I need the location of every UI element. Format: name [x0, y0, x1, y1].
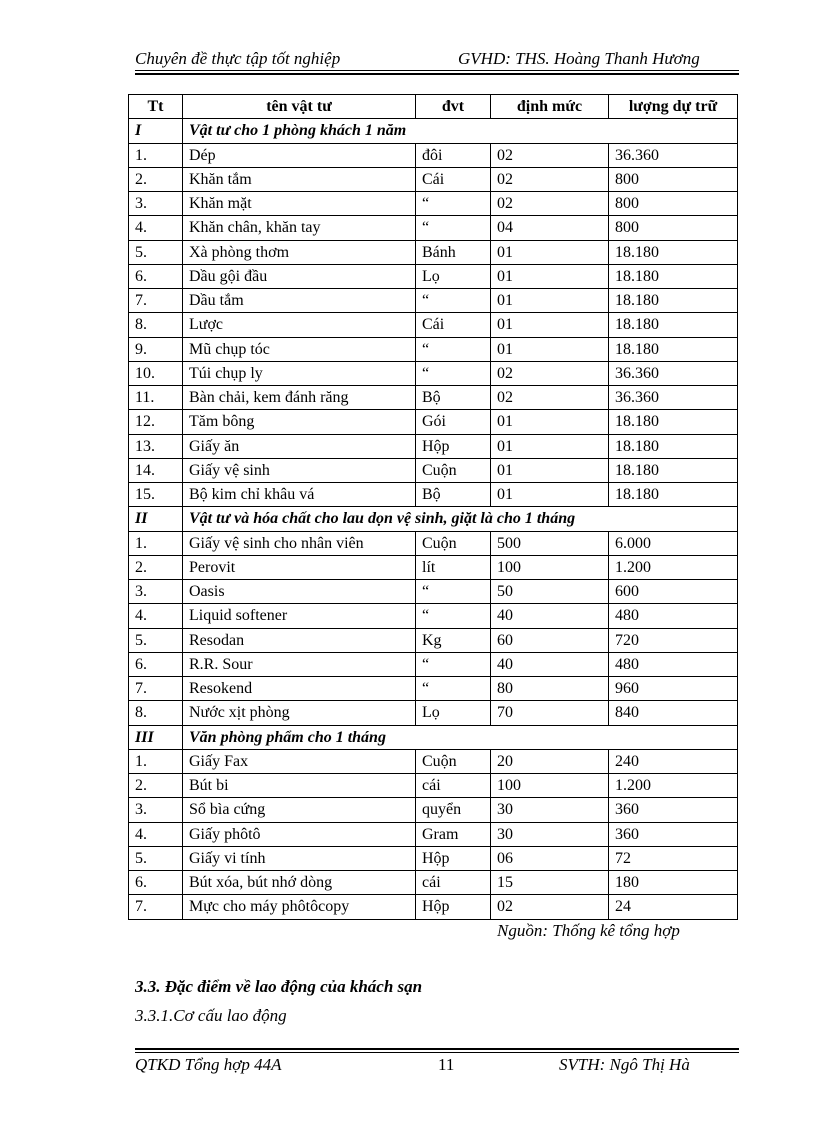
cell-tt: 3. — [129, 798, 183, 822]
table-row — [129, 628, 738, 652]
header-rule-thick — [135, 73, 739, 75]
cell-tt: 13. — [129, 434, 183, 458]
cell-unit: Cuộn — [416, 531, 491, 555]
cell-unit: cái — [416, 871, 491, 895]
table-row — [129, 289, 738, 313]
table-row — [129, 822, 738, 846]
cell-reserve: 18.180 — [609, 434, 738, 458]
table-row — [129, 483, 738, 507]
section-title: Văn phòng phẩm cho 1 tháng — [183, 725, 738, 749]
section-row — [129, 119, 738, 143]
footer-rule-thick — [135, 1048, 739, 1050]
cell-unit: “ — [416, 677, 491, 701]
cell-name: Bút bi — [183, 774, 416, 798]
cell-unit: lít — [416, 555, 491, 579]
cell-unit: Cuộn — [416, 749, 491, 773]
cell-name: Resokend — [183, 677, 416, 701]
column-header-unit: đvt — [416, 95, 491, 119]
cell-reserve: 72 — [609, 846, 738, 870]
cell-name: R.R. Sour — [183, 652, 416, 676]
cell-unit: Kg — [416, 628, 491, 652]
cell-tt: 6. — [129, 652, 183, 676]
header-rule — [135, 70, 739, 71]
cell-name: Giấy Fax — [183, 749, 416, 773]
column-header-name: tên vật tư — [183, 95, 416, 119]
cell-unit: Cái — [416, 313, 491, 337]
cell-norm: 02 — [491, 167, 609, 191]
section-heading: 3.3. Đặc điểm về lao động của khách sạn — [135, 977, 423, 996]
cell-reserve: 1.200 — [609, 555, 738, 579]
cell-unit: Gói — [416, 410, 491, 434]
table-row — [129, 895, 738, 919]
cell-reserve: 18.180 — [609, 289, 738, 313]
cell-unit: “ — [416, 289, 491, 313]
cell-name: Khăn tắm — [183, 167, 416, 191]
cell-name: Giấy vi tính — [183, 846, 416, 870]
cell-name: Xà phòng thơm — [183, 240, 416, 264]
cell-tt: 12. — [129, 410, 183, 434]
table-row — [129, 337, 738, 361]
cell-name: Dầu gội đầu — [183, 264, 416, 288]
cell-norm: 02 — [491, 361, 609, 385]
table-row — [129, 386, 738, 410]
cell-tt: 7. — [129, 677, 183, 701]
cell-name: Giấy phôtô — [183, 822, 416, 846]
section-row — [129, 725, 738, 749]
cell-name: Giấy ăn — [183, 434, 416, 458]
table-row — [129, 143, 738, 167]
cell-name: Bàn chải, kem đánh răng — [183, 386, 416, 410]
table-body — [129, 119, 738, 919]
cell-tt: 4. — [129, 216, 183, 240]
table-row — [129, 701, 738, 725]
cell-unit: Lọ — [416, 264, 491, 288]
table-row — [129, 264, 738, 288]
cell-tt: 9. — [129, 337, 183, 361]
cell-reserve: 800 — [609, 192, 738, 216]
table-row — [129, 240, 738, 264]
table-row — [129, 677, 738, 701]
cell-name: Liquid softener — [183, 604, 416, 628]
section-title: Vật tư cho 1 phòng khách 1 năm — [183, 119, 738, 143]
cell-reserve: 6.000 — [609, 531, 738, 555]
cell-reserve: 18.180 — [609, 458, 738, 482]
cell-reserve: 36.360 — [609, 386, 738, 410]
cell-unit: “ — [416, 361, 491, 385]
cell-tt: 3. — [129, 580, 183, 604]
cell-name: Giấy vệ sinh — [183, 458, 416, 482]
cell-unit: Hộp — [416, 846, 491, 870]
cell-norm: 01 — [491, 483, 609, 507]
cell-tt: 5. — [129, 628, 183, 652]
table-row — [129, 192, 738, 216]
cell-norm: 100 — [491, 555, 609, 579]
cell-norm: 40 — [491, 604, 609, 628]
table-header-row — [129, 95, 738, 119]
cell-unit: “ — [416, 604, 491, 628]
cell-norm: 500 — [491, 531, 609, 555]
table-row — [129, 313, 738, 337]
cell-reserve: 960 — [609, 677, 738, 701]
cell-name: Bộ kim chỉ khâu vá — [183, 483, 416, 507]
header-course-title: Chuyên đề thực tập tốt nghiệp — [135, 49, 341, 68]
cell-norm: 60 — [491, 628, 609, 652]
cell-norm: 04 — [491, 216, 609, 240]
cell-norm: 01 — [491, 240, 609, 264]
section-title: Vật tư và hóa chất cho lau dọn vệ sinh, giặt là cho 1 tháng — [183, 507, 738, 531]
table-row — [129, 871, 738, 895]
cell-reserve: 360 — [609, 822, 738, 846]
source-note: Nguồn: Thống kê tổng hợp — [497, 921, 680, 940]
cell-reserve: 800 — [609, 167, 738, 191]
cell-norm: 01 — [491, 434, 609, 458]
cell-tt: 10. — [129, 361, 183, 385]
cell-norm: 02 — [491, 386, 609, 410]
table-row — [129, 458, 738, 482]
cell-name: Sổ bìa cứng — [183, 798, 416, 822]
cell-name: Mực cho máy phôtôcopy — [183, 895, 416, 919]
cell-name: Túi chụp ly — [183, 361, 416, 385]
cell-unit: Lọ — [416, 701, 491, 725]
table-row — [129, 774, 738, 798]
cell-norm: 02 — [491, 895, 609, 919]
table-row — [129, 410, 738, 434]
cell-norm: 02 — [491, 143, 609, 167]
cell-norm: 01 — [491, 410, 609, 434]
cell-name: Bút xóa, bút nhớ dòng — [183, 871, 416, 895]
cell-norm: 40 — [491, 652, 609, 676]
cell-tt: 5. — [129, 240, 183, 264]
cell-tt: 6. — [129, 264, 183, 288]
cell-unit: quyển — [416, 798, 491, 822]
cell-unit: “ — [416, 652, 491, 676]
cell-norm: 30 — [491, 798, 609, 822]
cell-tt: 7. — [129, 895, 183, 919]
cell-unit: cái — [416, 774, 491, 798]
cell-norm: 15 — [491, 871, 609, 895]
cell-norm: 20 — [491, 749, 609, 773]
section-row — [129, 507, 738, 531]
cell-reserve: 480 — [609, 652, 738, 676]
cell-unit: Gram — [416, 822, 491, 846]
cell-unit: Hộp — [416, 895, 491, 919]
cell-name: Dép — [183, 143, 416, 167]
cell-reserve: 840 — [609, 701, 738, 725]
cell-norm: 01 — [491, 337, 609, 361]
cell-unit: Bộ — [416, 386, 491, 410]
cell-name: Giấy vệ sinh cho nhân viên — [183, 531, 416, 555]
cell-unit: “ — [416, 216, 491, 240]
cell-unit: “ — [416, 337, 491, 361]
cell-unit: “ — [416, 192, 491, 216]
table-row — [129, 434, 738, 458]
table-row — [129, 846, 738, 870]
cell-norm: 30 — [491, 822, 609, 846]
cell-name: Tăm bông — [183, 410, 416, 434]
section-number: III — [129, 725, 183, 749]
cell-tt: 2. — [129, 167, 183, 191]
cell-norm: 02 — [491, 192, 609, 216]
cell-reserve: 600 — [609, 580, 738, 604]
cell-unit: “ — [416, 580, 491, 604]
column-header-reserve: lượng dự trữ — [609, 95, 738, 119]
cell-tt: 1. — [129, 143, 183, 167]
cell-reserve: 36.360 — [609, 143, 738, 167]
cell-unit: Bánh — [416, 240, 491, 264]
cell-reserve: 18.180 — [609, 483, 738, 507]
cell-unit: Cuộn — [416, 458, 491, 482]
table-row — [129, 798, 738, 822]
section-number: I — [129, 119, 183, 143]
cell-reserve: 18.180 — [609, 264, 738, 288]
cell-name: Dầu tắm — [183, 289, 416, 313]
cell-reserve: 240 — [609, 749, 738, 773]
table-row — [129, 361, 738, 385]
cell-tt: 5. — [129, 846, 183, 870]
cell-tt: 2. — [129, 555, 183, 579]
table-row — [129, 531, 738, 555]
cell-norm: 01 — [491, 458, 609, 482]
cell-reserve: 360 — [609, 798, 738, 822]
cell-unit: Hộp — [416, 434, 491, 458]
page-number: 11 — [438, 1055, 455, 1074]
subsection-heading: 3.3.1.Cơ cấu lao động — [135, 1006, 287, 1025]
cell-norm: 01 — [491, 289, 609, 313]
cell-reserve: 18.180 — [609, 240, 738, 264]
cell-norm: 80 — [491, 677, 609, 701]
cell-norm: 100 — [491, 774, 609, 798]
cell-name: Khăn mặt — [183, 192, 416, 216]
cell-name: Oasis — [183, 580, 416, 604]
table-row — [129, 652, 738, 676]
cell-tt: 6. — [129, 871, 183, 895]
cell-tt: 11. — [129, 386, 183, 410]
table-row — [129, 749, 738, 773]
footer-student: SVTH: Ngô Thị Hà — [559, 1055, 690, 1074]
cell-tt: 3. — [129, 192, 183, 216]
cell-name: Khăn chân, khăn tay — [183, 216, 416, 240]
cell-reserve: 18.180 — [609, 337, 738, 361]
supplies-table — [128, 94, 738, 920]
cell-tt: 1. — [129, 531, 183, 555]
cell-reserve: 36.360 — [609, 361, 738, 385]
cell-reserve: 480 — [609, 604, 738, 628]
cell-reserve: 180 — [609, 871, 738, 895]
cell-norm: 70 — [491, 701, 609, 725]
cell-tt: 14. — [129, 458, 183, 482]
cell-reserve: 24 — [609, 895, 738, 919]
header-supervisor: GVHD: THS. Hoàng Thanh Hương — [458, 49, 700, 68]
cell-norm: 06 — [491, 846, 609, 870]
table-row — [129, 555, 738, 579]
cell-unit: đôi — [416, 143, 491, 167]
cell-unit: Bộ — [416, 483, 491, 507]
cell-norm: 50 — [491, 580, 609, 604]
cell-reserve: 18.180 — [609, 410, 738, 434]
cell-unit: Cái — [416, 167, 491, 191]
footer-rule — [135, 1052, 739, 1053]
cell-tt: 8. — [129, 701, 183, 725]
cell-reserve: 18.180 — [609, 313, 738, 337]
footer-class: QTKD Tổng hợp 44A — [135, 1055, 282, 1074]
cell-norm: 01 — [491, 313, 609, 337]
cell-tt: 4. — [129, 822, 183, 846]
cell-name: Resodan — [183, 628, 416, 652]
cell-tt: 15. — [129, 483, 183, 507]
cell-reserve: 720 — [609, 628, 738, 652]
cell-norm: 01 — [491, 264, 609, 288]
cell-reserve: 800 — [609, 216, 738, 240]
cell-name: Lược — [183, 313, 416, 337]
cell-name: Mũ chụp tóc — [183, 337, 416, 361]
cell-reserve: 1.200 — [609, 774, 738, 798]
cell-tt: 8. — [129, 313, 183, 337]
cell-tt: 2. — [129, 774, 183, 798]
page-header — [135, 49, 739, 71]
cell-tt: 7. — [129, 289, 183, 313]
section-number: II — [129, 507, 183, 531]
cell-tt: 4. — [129, 604, 183, 628]
table-row — [129, 167, 738, 191]
column-header-tt: Tt — [129, 95, 183, 119]
table-row — [129, 216, 738, 240]
cell-name: Nước xịt phòng — [183, 701, 416, 725]
table-row — [129, 604, 738, 628]
table-row — [129, 580, 738, 604]
page-footer — [135, 1055, 739, 1077]
cell-name: Perovit — [183, 555, 416, 579]
cell-tt: 1. — [129, 749, 183, 773]
column-header-norm: định mức — [491, 95, 609, 119]
